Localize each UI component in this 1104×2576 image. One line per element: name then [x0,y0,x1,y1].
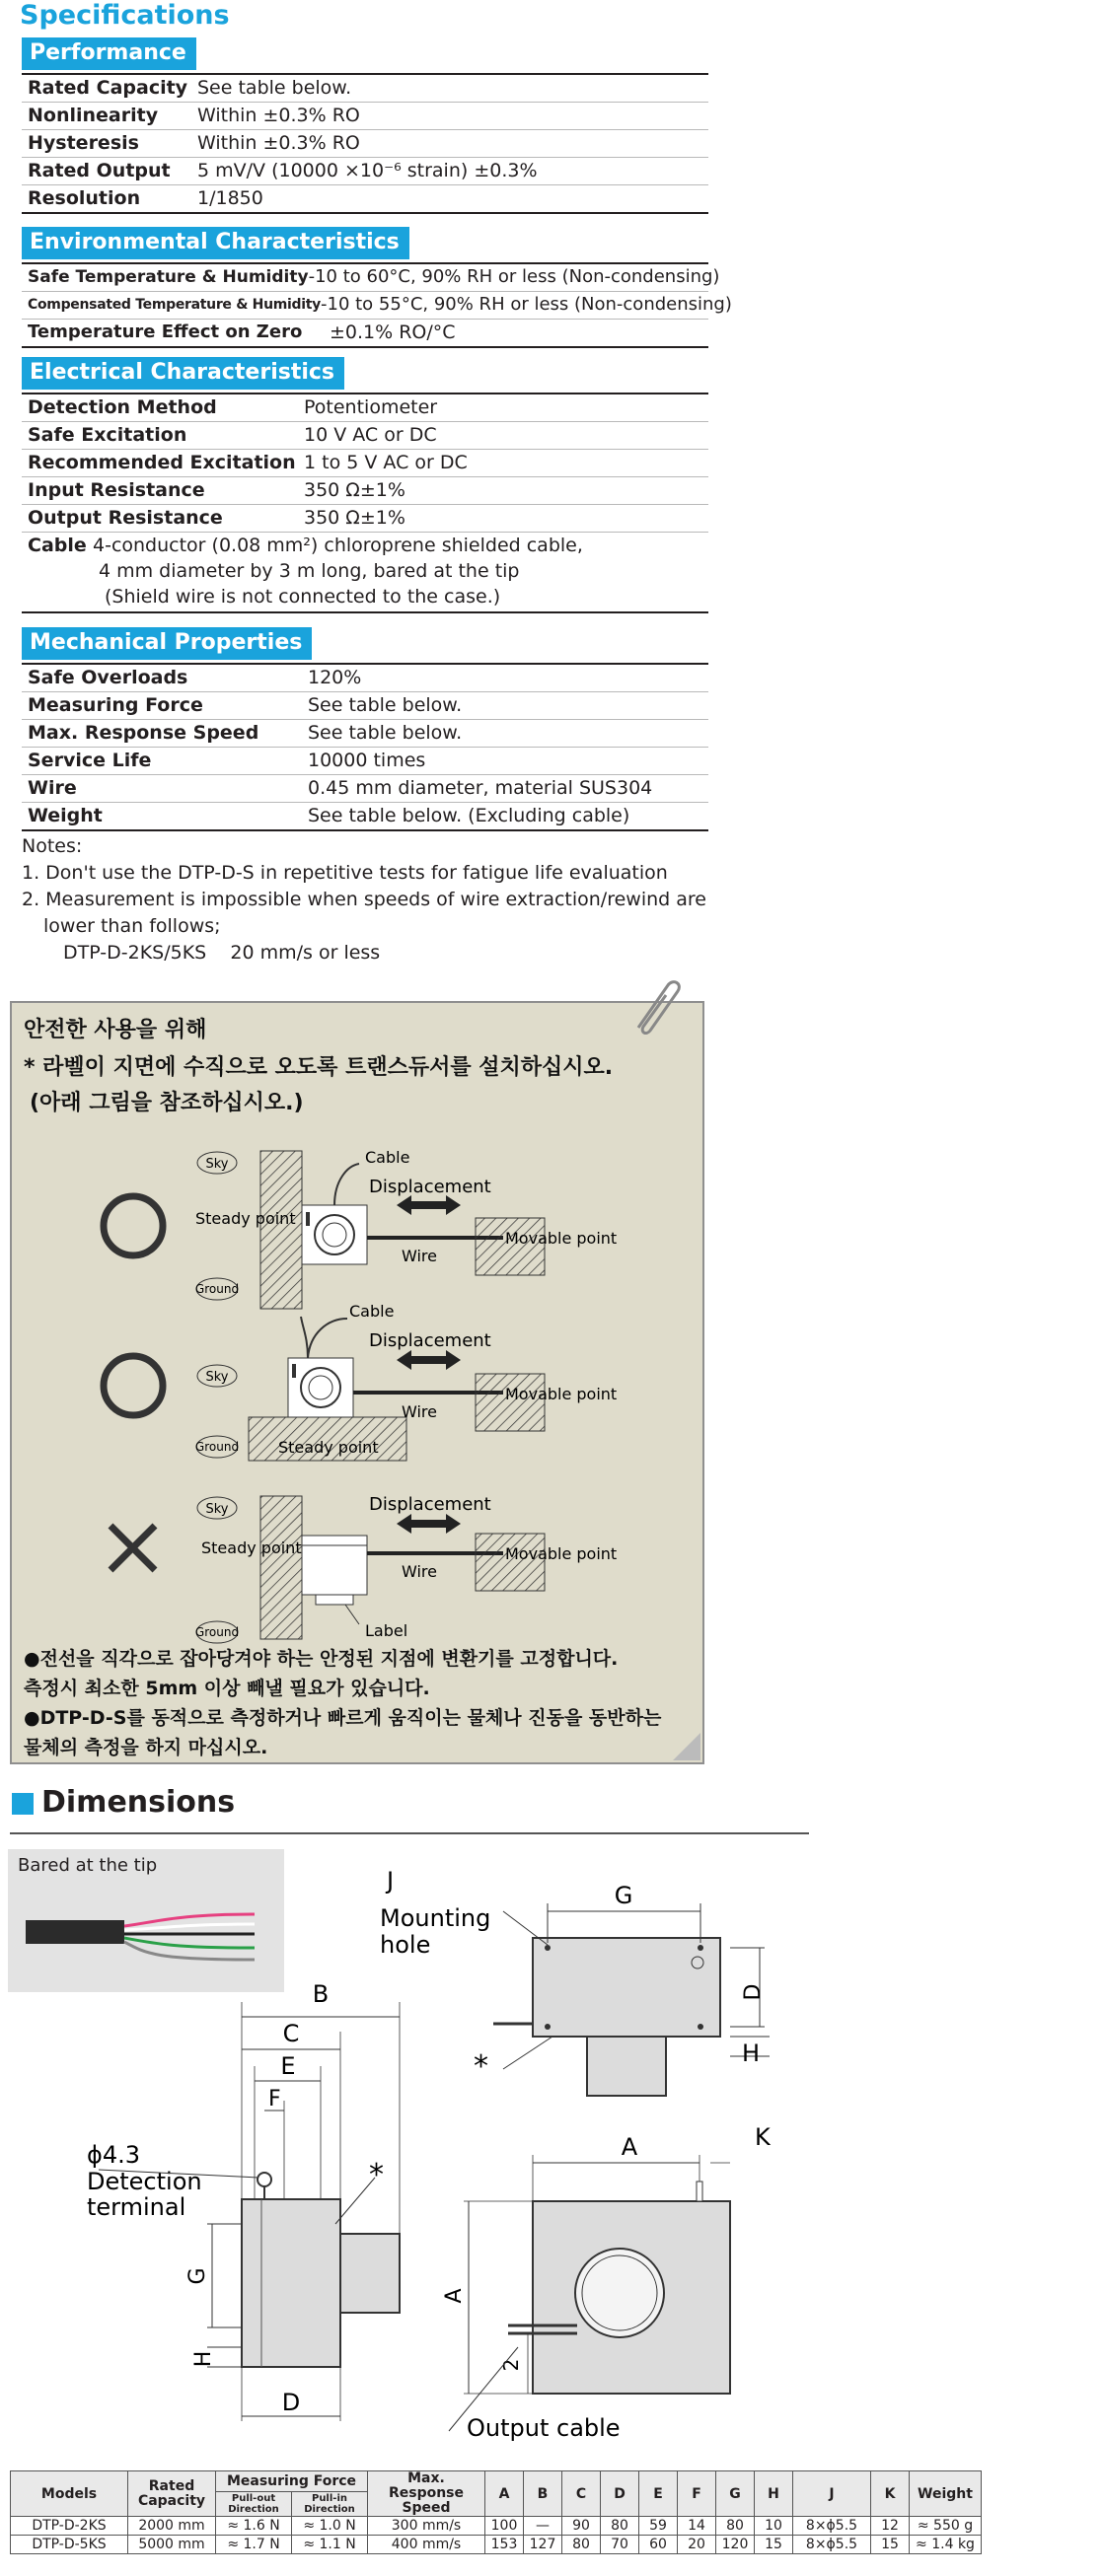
installation-diagram [12,1121,702,1674]
spec-row [22,450,708,477]
table-cell: 59 [639,2517,678,2536]
ground-label: Ground [194,1440,240,1454]
sub-header: Pull-out Direction [216,2491,292,2516]
displacement-label: Displacement [369,1494,491,1515]
double-arrow-icon [397,1514,461,1534]
dimensions-marker [12,1793,34,1815]
cable-row [22,533,708,611]
dim-g-top: G [614,1882,633,1909]
section-tag-performance: Performance [22,37,196,70]
dim-h-top: H [742,2039,761,2067]
page-title: Specifications [20,0,230,31]
displacement-label: Displacement [369,1330,491,1351]
col-header: Max. Response Speed [368,2471,485,2517]
spec-value: 1 to 5 V AC or DC [304,452,468,473]
wire-label: Wire [402,1247,437,1265]
steady-point-label: Steady point [201,1538,302,1557]
double-arrow-icon [397,1195,461,1215]
col-header: J [793,2471,871,2517]
note-1: 1. Don't use the DTP-D-S in repetitive tests for fatigue life evaluation [22,862,668,884]
table-cell: DTP-D-5KS [11,2536,128,2554]
table-cell: 80 [562,2536,601,2554]
safety-title: 안전한 사용을 위해 [24,1018,207,1042]
incorrect-mark-icon [110,1526,155,1570]
table-cell: 14 [678,2517,716,2536]
diagram-incorrect [110,1494,617,1643]
section-tag-electrical: Electrical Characteristics [22,357,344,390]
spec-row [22,320,708,346]
section-tag-mechanical: Mechanical Properties [22,627,312,660]
spec-value: 120% [308,667,362,688]
safety-instruction: * 라벨이 지면에 수직으로 오도록 트랜스듀서를 설치하십시오. [24,1055,614,1080]
note-2-cont: lower than follows; [43,915,221,937]
spec-key: Nonlinearity [28,105,159,126]
table-cell: 100 [485,2517,524,2536]
table-cell: 120 [716,2536,755,2554]
dim-d-top: D [741,1983,766,2001]
spec-value: 5 mV/V (10000 ×10⁻⁶ strain) ±0.3% [197,160,538,181]
col-header: Measuring Force [216,2471,368,2492]
output-cable-label: Output cable [467,2414,621,2442]
table-cell: 10 [755,2517,793,2536]
dim-f: F [268,2087,281,2111]
dim-a-top: A [621,2133,638,2161]
spec-row [22,803,708,829]
notes [22,833,706,966]
cable-line-1: 4-conductor (0.08 mm²) chloroprene shielded cable, [93,535,583,556]
front-view-drawing [442,2123,772,2442]
table-row [11,2517,982,2536]
mounting-label-2: hole [380,1931,431,1959]
safety-bullet-2: ●DTP-D-S를 동적으로 측정하거나 빠르게 움직이는 물체나 진동을 동반하는 [24,1707,662,1729]
table-cell: 70 [601,2536,639,2554]
table-cell: ≈ 1.0 N [292,2517,368,2536]
dim-d-side: D [281,2389,301,2416]
table-cell: 300 mm/s [368,2517,485,2536]
spec-value: See table below. [308,694,463,716]
table-cell: ≈ 1.7 N [216,2536,292,2554]
note-2: 2. Measurement is impossible when speeds of wire extraction/rewind are [22,889,706,910]
paperclip-icon [628,973,688,1042]
mechanical-table [22,663,708,831]
detection-label-2: terminal [87,2193,186,2221]
spec-key: Cable [28,535,87,556]
detection-label-1: Detection [87,2168,202,2195]
side-view-drawing [87,1980,400,2421]
spec-row [22,422,708,450]
page-curl-icon [673,1733,702,1762]
table-cell: 80 [601,2517,639,2536]
col-header: G [716,2471,755,2517]
spec-row [22,394,708,422]
table-cell: 400 mm/s [368,2536,485,2554]
phi-label: ϕ4.3 [87,2141,140,2169]
safety-bullet-1-cont: 측정시 최소한 5mm 이상 빼낼 필요가 있습니다. [24,1678,430,1699]
sky-label: Sky [205,1157,229,1172]
spec-key: Temperature Effect on Zero [28,322,303,342]
safety-bullet-2-cont: 물체의 측정을 하지 마십시오. [24,1737,268,1758]
spec-key: Rated Output [28,160,171,181]
table-cell: 90 [562,2517,601,2536]
col-header: Models [11,2471,128,2517]
table-cell: 8×ϕ5.5 [793,2517,871,2536]
spec-key: Recommended Excitation [28,452,296,473]
table-row [11,2536,982,2554]
correct-mark-icon [104,1196,163,1255]
diagram-correct-2 [104,1302,617,1461]
spec-value: -10 to 60°C, 90% RH or less (Non-condensing) [308,266,720,287]
spec-row [22,748,708,775]
dimension-drawings [0,1834,1104,2466]
col-header: H [755,2471,793,2517]
spec-row [22,158,708,185]
table-cell: 153 [485,2536,524,2554]
table-cell: 5000 mm [128,2536,216,2554]
spec-value: See table below. (Excluding cable) [308,805,630,826]
sub-header: Pull-in Direction [292,2491,368,2516]
safety-bullet-1: ●전선을 직각으로 잡아당겨야 하는 안정된 지점에 변환기를 고정합니다. [24,1648,619,1670]
spec-value: See table below. [197,77,352,99]
table-cell: 8×ϕ5.5 [793,2536,871,2554]
double-arrow-icon [397,1350,461,1370]
spec-value: Within ±0.3% RO [197,132,360,154]
spec-row [22,292,732,320]
spec-row [22,692,708,720]
spec-value: Within ±0.3% RO [197,105,360,126]
dim-g-side: G [185,2267,210,2285]
spec-value: Potentiometer [304,396,438,418]
table-cell: 15 [755,2536,793,2554]
col-header: Weight [910,2471,982,2517]
spec-value: See table below. [308,722,463,744]
table-cell: ≈ 1.6 N [216,2517,292,2536]
spec-row [22,775,708,803]
dim-star-side: * [369,2158,384,2192]
steady-point-label: Steady point [278,1438,379,1457]
diagram-correct-1 [104,1148,617,1309]
table-cell: 60 [639,2536,678,2554]
section-tag-environmental: Environmental Characteristics [22,227,409,259]
table-cell: — [524,2517,562,2536]
spec-value: 10 V AC or DC [304,424,437,446]
spec-key: Wire [28,777,77,799]
spec-key: Safe Excitation [28,424,187,446]
spec-row [22,477,708,505]
spec-key: Resolution [28,187,141,209]
movable-point-label: Movable point [505,1385,618,1403]
dim-k: K [755,2123,771,2151]
table-cell: 80 [716,2517,755,2536]
spec-key: Output Resistance [28,507,223,529]
note-2-speed: DTP-D-2KS/5KS 20 mm/s or less [63,942,381,964]
ground-label: Ground [194,1625,240,1639]
col-header: C [562,2471,601,2517]
cable-label: Cable [349,1302,395,1321]
spec-row [22,185,708,212]
dim-h-side: H [191,2350,216,2368]
col-header: F [678,2471,716,2517]
dim-2: 2 [499,2358,523,2372]
steady-point-label: Steady point [195,1209,296,1228]
cable-label: Cable [365,1148,410,1167]
dim-j: J [387,1867,395,1895]
dim-star-top: * [474,2049,488,2084]
col-header: A [485,2471,524,2517]
dim-c: C [282,2020,300,2047]
spec-row [22,665,708,692]
col-header: B [524,2471,562,2517]
spec-key: Safe Overloads [28,667,188,688]
table-cell: 12 [871,2517,910,2536]
cable-line-3: (Shield wire is not connected to the case.) [105,586,501,608]
label-label: Label [365,1621,408,1640]
col-header: D [601,2471,639,2517]
dim-a-side: A [442,2288,467,2304]
spec-row [22,505,708,533]
spec-value: 10000 times [308,750,426,771]
table-cell: 127 [524,2536,562,2554]
spec-value: 350 Ω±1% [304,507,405,529]
spec-key: Safe Temperature & Humidity [28,267,309,287]
bared-tip-label: Bared at the tip [18,1855,158,1876]
dim-e: E [280,2052,296,2080]
spec-key: Service Life [28,750,152,771]
spec-key: Input Resistance [28,479,205,501]
sky-label: Sky [205,1370,229,1385]
table-cell: ≈ 550 g [910,2517,982,2536]
cable-line-2: 4 mm diameter by 3 m long, bared at the tip [99,560,520,582]
environmental-table [22,262,732,348]
notes-heading: Notes: [22,835,83,857]
mounting-label-1: Mounting [380,1904,491,1932]
spec-row [22,720,708,748]
ground-label: Ground [194,1282,240,1296]
table-cell: ≈ 1.4 kg [910,2536,982,2554]
top-view-drawing [380,1867,770,2096]
wire-label: Wire [402,1562,437,1581]
col-header: K [871,2471,910,2517]
spec-key: Detection Method [28,396,217,418]
movable-point-label: Movable point [505,1229,618,1248]
spec-key: Measuring Force [28,694,203,716]
displacement-label: Displacement [369,1177,491,1197]
spec-key: Max. Response Speed [28,722,259,744]
spec-key: Weight [28,805,103,826]
table-cell: 15 [871,2536,910,2554]
electrical-table [22,393,708,613]
spec-value: 1/1850 [197,187,263,209]
spec-value: 0.45 mm diameter, material SUS304 [308,777,653,799]
sky-label: Sky [205,1502,229,1517]
spec-key: Hysteresis [28,132,139,154]
wire-label: Wire [402,1402,437,1421]
spec-value: ±0.1% RO/°C [330,322,456,343]
table-cell: DTP-D-2KS [11,2517,128,2536]
movable-point-label: Movable point [505,1544,618,1563]
spec-row [22,103,708,130]
spec-row [22,264,720,292]
table-cell: 20 [678,2536,716,2554]
spec-row [22,130,708,158]
dimensions-title: Dimensions [41,1785,236,1820]
spec-key: Rated Capacity [28,77,188,99]
models-table [10,2470,982,2554]
col-header: Rated Capacity [128,2471,216,2517]
spec-value: -10 to 55°C, 90% RH or less (Non-condensing) [321,294,732,315]
table-cell: ≈ 1.1 N [292,2536,368,2554]
col-header: E [639,2471,678,2517]
spec-key: Compensated Temperature & Humidity [28,297,321,313]
safety-instruction-ref: (아래 그림을 참조하십시오.) [30,1091,304,1115]
dim-b: B [312,1980,330,2008]
spec-value: 350 Ω±1% [304,479,405,501]
correct-mark-icon [104,1356,163,1415]
table-cell: 2000 mm [128,2517,216,2536]
performance-table [22,73,708,214]
safety-notice-box [10,1001,704,1764]
spec-row [22,75,708,103]
